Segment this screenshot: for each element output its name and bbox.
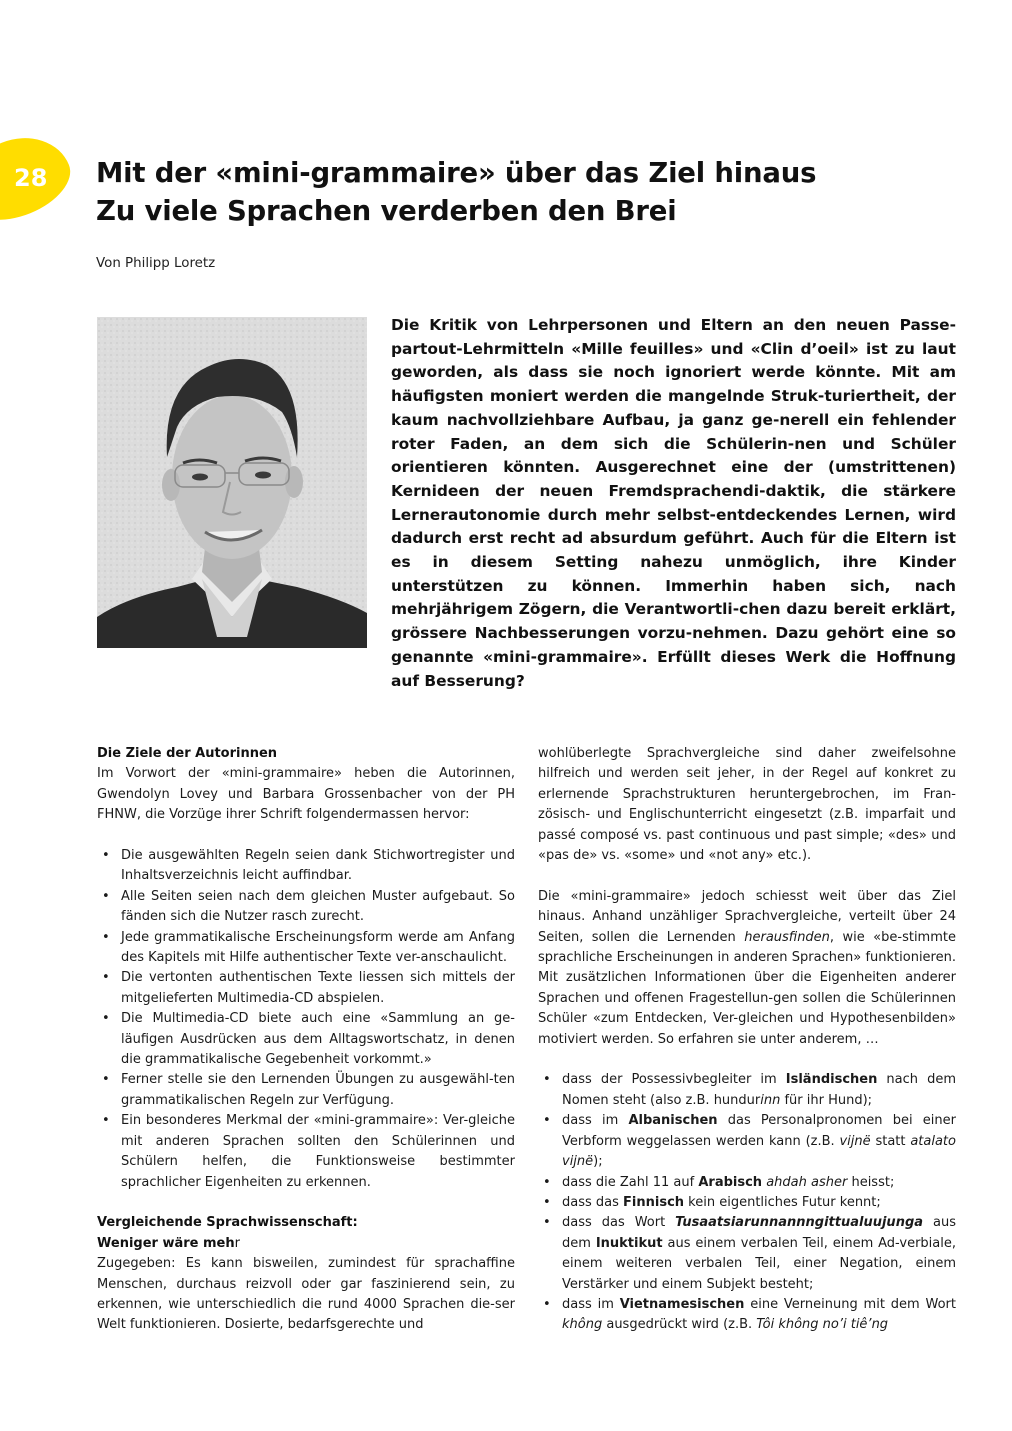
list-item: • Die ausgewählten Regeln seien dank Stichwortregister und Inhaltsverzeichnis leicht auffindbar. [97, 846, 515, 887]
list-item: • Ferner stelle sie den Lernenden Übungen zu ausgewähl-ten grammatikalischen Regeln zur Verfügung. [97, 1070, 515, 1111]
text-run: Die «mini-grammaire» jedoch schiesst weit über das Ziel hinaus. Anhand unzähliger Sprachvergleiche, verteilt über 24 Seiten, sollen die Lernenden [538, 888, 956, 945]
language-examples-list [538, 1070, 956, 1335]
heading-line2: Weniger wäre meh [97, 1235, 235, 1251]
list-item: • dass die Zahl 11 auf Arabisch ahdah asher heisst; [538, 1173, 956, 1193]
author-photo [97, 317, 367, 648]
lead-paragraph: Die Kritik von Lehrpersonen und Eltern an den neuen Passe-partout-Lehrmitteln «Mille feuilles» und «Clin d’oeil» ist zu laut geworden, als dass sie noch ignoriert werde könnte. Mit am häufigsten moniert werden die mangelnde Struk-turiertheit, der kaum nachvollziehbare Aufbau, ja ganz ge-nerell ein fehlender roter Faden, an dem sich die Schülerin-nen und Schüler orientieren könnten. Ausgerechnet eine der (umstrittenen) Kernideen der neuen Fremdsprachendi-daktik, die stärkere Lernerautonomie durch mehr selbst-entdeckendes Lernen, wird dadurch erst recht ad absurdum geführt. Auch für die Eltern ist es in diesem Setting nahezu unmöglich, ihre Kinder unterstützen zu können. Immerhin haben sich, nach mehrjährigem Zögern, die Verantwortli-chen dazu bereit erklärt, grössere Nachbesserungen vorzu-nehmen. Dazu gehört eine so genannte «mini-grammaire». Erfüllt dieses Werk die Hoffnung auf Besserung? [391, 316, 956, 690]
article-subtitle: Zu viele Sprachen verderben den Brei [96, 195, 677, 227]
section-text: Zugegeben: Es kann bisweilen, zumindest für sprachaffine Menschen, durchaus reizvoll oder gar faszinierend sein, zu erkennen, wie unterschiedlich die rund 4000 Sprachen die-ser Welt funktionieren. Dosierte, bedarfsgerechte und [97, 1256, 515, 1333]
byline: Von Philipp Loretz [96, 256, 216, 271]
right-column [538, 744, 956, 1336]
list-item: • dass der Possessivbegleiter im Isländischen nach dem Nomen steht (also z.B. hundurinn für ihr Hund); [538, 1070, 956, 1111]
left-column [97, 744, 515, 1336]
italic-run: herausfinden [744, 929, 830, 945]
paragraph: wohlüberlegte Sprachvergleiche sind daher zweifelsohne hilfreich und werden seit jeher, in der Regel auf konkret zu erlernende Sprachstrukturen heruntergebrochen, im Fran-zösisch- und Englischunterricht eingesetzt (z.B. imparfait und passé composé vs. past continuous und past simple; «des» und «pas de» vs. «some» und «not any» etc.). [538, 746, 956, 864]
heading-line1: Vergleichende Sprachwissenschaft: [97, 1215, 358, 1231]
list-item: • dass im Albanischen das Personalpronomen bei einer Verbform weggelassen werden kann (z.B. vijnë statt atalato vijnë); [538, 1111, 956, 1172]
list-item: • Ein besonderes Merkmal der «mini-grammaire»: Ver-gleiche mit anderen Sprachen sollten den Schülerinnen und Schülern helfen, die Funktionsweise bestimmter sprachlicher Eigenheiten zu erkennen. [97, 1111, 515, 1193]
paragraph [538, 887, 956, 1050]
section-heading-comparative-linguistics [97, 1213, 515, 1254]
heading-line2-tail: r [234, 1235, 240, 1251]
article-title-line1: Mit der «mini-grammaire» über das Ziel hinaus [96, 157, 817, 189]
list-item: • dass das Finnisch kein eigentliches Futur kennt; [538, 1193, 956, 1213]
portrait-image-icon [97, 317, 367, 648]
text-run: , wie «be-stimmte sprachliche Erscheinungen in anderen Sprachen» funktionieren. Mit zusätzlichen Informationen über die Eigenheiten anderer Sprachen und offenen Fragestellun-gen sollen die Schülerinnen Schüler «zum Entdecken, Ver-gleichen und Hypothesenbilden» motiviert werden. So erfahren sie unter anderem, … [538, 929, 956, 1047]
section-intro: Im Vorwort der «mini-grammaire» heben die Autorinnen, Gwendolyn Lovey und Barbara Grossenbacher von der PH FHNW, die Vorzüge ihrer Schrift folgendermassen hervor: [97, 766, 515, 823]
list-item: • Jede grammatikalische Erscheinungsform werde am Anfang des Kapitels mit Hilfe authentischer Texte ver-anschaulicht. [97, 928, 515, 969]
article-title [96, 154, 816, 230]
list-item: • Die vertonten authentischen Texte liessen sich mittels der mitgelieferten Multimedia-CD abspielen. [97, 968, 515, 1009]
list-item: • Alle Seiten seien nach dem gleichen Muster aufgebaut. So fänden sich die Nutzer rasch zurecht. [97, 887, 515, 928]
list-item: • dass im Vietnamesischen eine Verneinung mit dem Wort không ausgedrückt wird (z.B. Tôi không no’i tiê’ng [538, 1295, 956, 1336]
list-item: • dass das Wort Tusaatsiarunnannngittualuujunga aus dem Inuktikut aus einem verbalen Teil, einem Ad-verbiale, einem weiteren verbalen Teil, einer Negation, einem Verstärker und einem Subjekt besteht; [538, 1213, 956, 1295]
section-heading-goals: Die Ziele der Autorinnen [97, 746, 278, 761]
list-item: • Die Multimedia-CD biete auch eine «Sammlung an ge-läufigen Ausdrücken aus dem Alltagswortschatz, in denen die grammatikalische Gegebenheit vorkommt.» [97, 1009, 515, 1070]
page-number: 28 [14, 164, 48, 192]
goals-list [97, 846, 515, 1193]
